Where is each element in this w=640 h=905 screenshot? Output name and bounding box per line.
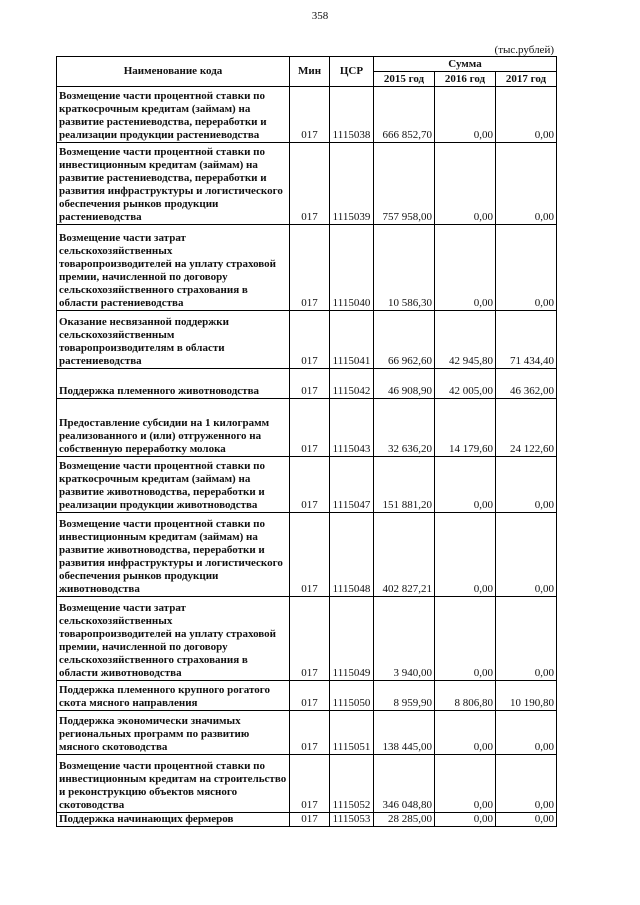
table-row [57, 711, 557, 755]
row-min: 017 [290, 755, 330, 813]
row-2017: 0,00 [496, 597, 557, 681]
units-label: (тыс.рублей) [494, 44, 554, 56]
row-csr: 1115041 [330, 311, 374, 369]
row-2016: 42 005,00 [435, 369, 496, 399]
row-name: Поддержка племенного крупного рогатого скота мясного направления [57, 681, 290, 711]
row-name: Возмещение части процентной ставки по инвестиционным кредитам (займам) на развитие растениеводства, переработки и развития инфраструктуры и логистического обеспечения рынков продукции растениеводства [57, 143, 290, 225]
table-row [57, 681, 557, 711]
row-name: Поддержка племенного животноводства [57, 369, 290, 399]
row-2015: 757 958,00 [374, 143, 435, 225]
table-row [57, 225, 557, 311]
row-2016: 0,00 [435, 513, 496, 597]
row-2015: 32 636,20 [374, 399, 435, 457]
row-2016: 0,00 [435, 813, 496, 827]
row-name: Поддержка экономически значимых региональных программ по развитию мясного скотоводства [57, 711, 290, 755]
row-csr: 1115049 [330, 597, 374, 681]
row-2015: 3 940,00 [374, 597, 435, 681]
row-csr: 1115042 [330, 369, 374, 399]
row-2017: 71 434,40 [496, 311, 557, 369]
row-min: 017 [290, 513, 330, 597]
header-min: Мин [290, 57, 330, 87]
row-min: 017 [290, 311, 330, 369]
table-row [57, 87, 557, 143]
row-2016: 8 806,80 [435, 681, 496, 711]
table-row [57, 369, 557, 399]
row-csr: 1115047 [330, 457, 374, 513]
row-name: Возмещение части процентной ставки по краткосрочным кредитам (займам) на развитие растениеводства, переработки и реализации продукции растениеводства [57, 87, 290, 143]
header-sum: Сумма [374, 57, 557, 72]
page-number: 358 [311, 10, 329, 22]
row-name: Поддержка начинающих фермеров [57, 813, 290, 827]
row-2016: 42 945,80 [435, 311, 496, 369]
row-2015: 28 285,00 [374, 813, 435, 827]
row-2017: 0,00 [496, 225, 557, 311]
row-2015: 346 048,80 [374, 755, 435, 813]
row-2016: 0,00 [435, 143, 496, 225]
row-min: 017 [290, 399, 330, 457]
table-row [57, 399, 557, 457]
row-2015: 10 586,30 [374, 225, 435, 311]
row-min: 017 [290, 143, 330, 225]
row-2015: 138 445,00 [374, 711, 435, 755]
row-csr: 1115040 [330, 225, 374, 311]
row-2017: 0,00 [496, 755, 557, 813]
row-name: Возмещение части процентной ставки по инвестиционным кредитам на строительство и реконструкцию объектов мясного скотоводства [57, 755, 290, 813]
row-2017: 0,00 [496, 87, 557, 143]
row-2016: 0,00 [435, 87, 496, 143]
row-2016: 14 179,60 [435, 399, 496, 457]
row-csr: 1115052 [330, 755, 374, 813]
row-2017: 0,00 [496, 457, 557, 513]
header-year-2015: 2015 год [374, 72, 435, 87]
table-row [57, 457, 557, 513]
table-row [57, 597, 557, 681]
row-min: 017 [290, 711, 330, 755]
row-min: 017 [290, 225, 330, 311]
row-2015: 666 852,70 [374, 87, 435, 143]
header-csr: ЦСР [330, 57, 374, 87]
row-2017: 0,00 [496, 813, 557, 827]
row-name: Возмещение части затрат сельскохозяйственных товаропроизводителей на уплату страховой премии, начисленной по договору сельскохозяйственного страхования в области животноводства [57, 597, 290, 681]
row-min: 017 [290, 87, 330, 143]
row-min: 017 [290, 457, 330, 513]
budget-table [56, 56, 557, 827]
row-name: Возмещение части затрат сельскохозяйственных товаропроизводителей на уплату страховой премии, начисленной по договору сельскохозяйственного страхования в области растениеводства [57, 225, 290, 311]
table-row [57, 755, 557, 813]
row-2017: 0,00 [496, 711, 557, 755]
row-2015: 46 908,90 [374, 369, 435, 399]
table-row [57, 513, 557, 597]
row-2017: 46 362,00 [496, 369, 557, 399]
row-csr: 1115053 [330, 813, 374, 827]
row-2016: 0,00 [435, 755, 496, 813]
row-2017: 0,00 [496, 143, 557, 225]
row-csr: 1115050 [330, 681, 374, 711]
row-2017: 0,00 [496, 513, 557, 597]
row-min: 017 [290, 681, 330, 711]
row-csr: 1115051 [330, 711, 374, 755]
table-row [57, 143, 557, 225]
row-csr: 1115039 [330, 143, 374, 225]
row-2017: 10 190,80 [496, 681, 557, 711]
table-row [57, 311, 557, 369]
row-2015: 151 881,20 [374, 457, 435, 513]
row-name: Оказание несвязанной поддержки сельскохозяйственным товаропроизводителям в области растениеводства [57, 311, 290, 369]
header-year-2017: 2017 год [496, 72, 557, 87]
row-csr: 1115043 [330, 399, 374, 457]
row-min: 017 [290, 369, 330, 399]
row-2016: 0,00 [435, 457, 496, 513]
table-row [57, 813, 557, 827]
row-2015: 66 962,60 [374, 311, 435, 369]
row-name: Предоставление субсидии на 1 килограмм реализованного и (или) отгруженного на собственную переработку молока [57, 399, 290, 457]
row-2017: 24 122,60 [496, 399, 557, 457]
row-2016: 0,00 [435, 711, 496, 755]
row-2016: 0,00 [435, 597, 496, 681]
header-year-2016: 2016 год [435, 72, 496, 87]
row-csr: 1115048 [330, 513, 374, 597]
header-name: Наименование кода [57, 57, 290, 87]
row-name: Возмещение части процентной ставки по краткосрочным кредитам (займам) на развитие животноводства, переработки и реализации продукции животноводства [57, 457, 290, 513]
row-2015: 8 959,90 [374, 681, 435, 711]
row-name: Возмещение части процентной ставки по инвестиционным кредитам (займам) на развитие животноводства, переработки и развития инфраструктуры и логистического обеспечения рынков продукции животноводства [57, 513, 290, 597]
row-min: 017 [290, 597, 330, 681]
row-min: 017 [290, 813, 330, 827]
row-2015: 402 827,21 [374, 513, 435, 597]
row-csr: 1115038 [330, 87, 374, 143]
row-2016: 0,00 [435, 225, 496, 311]
